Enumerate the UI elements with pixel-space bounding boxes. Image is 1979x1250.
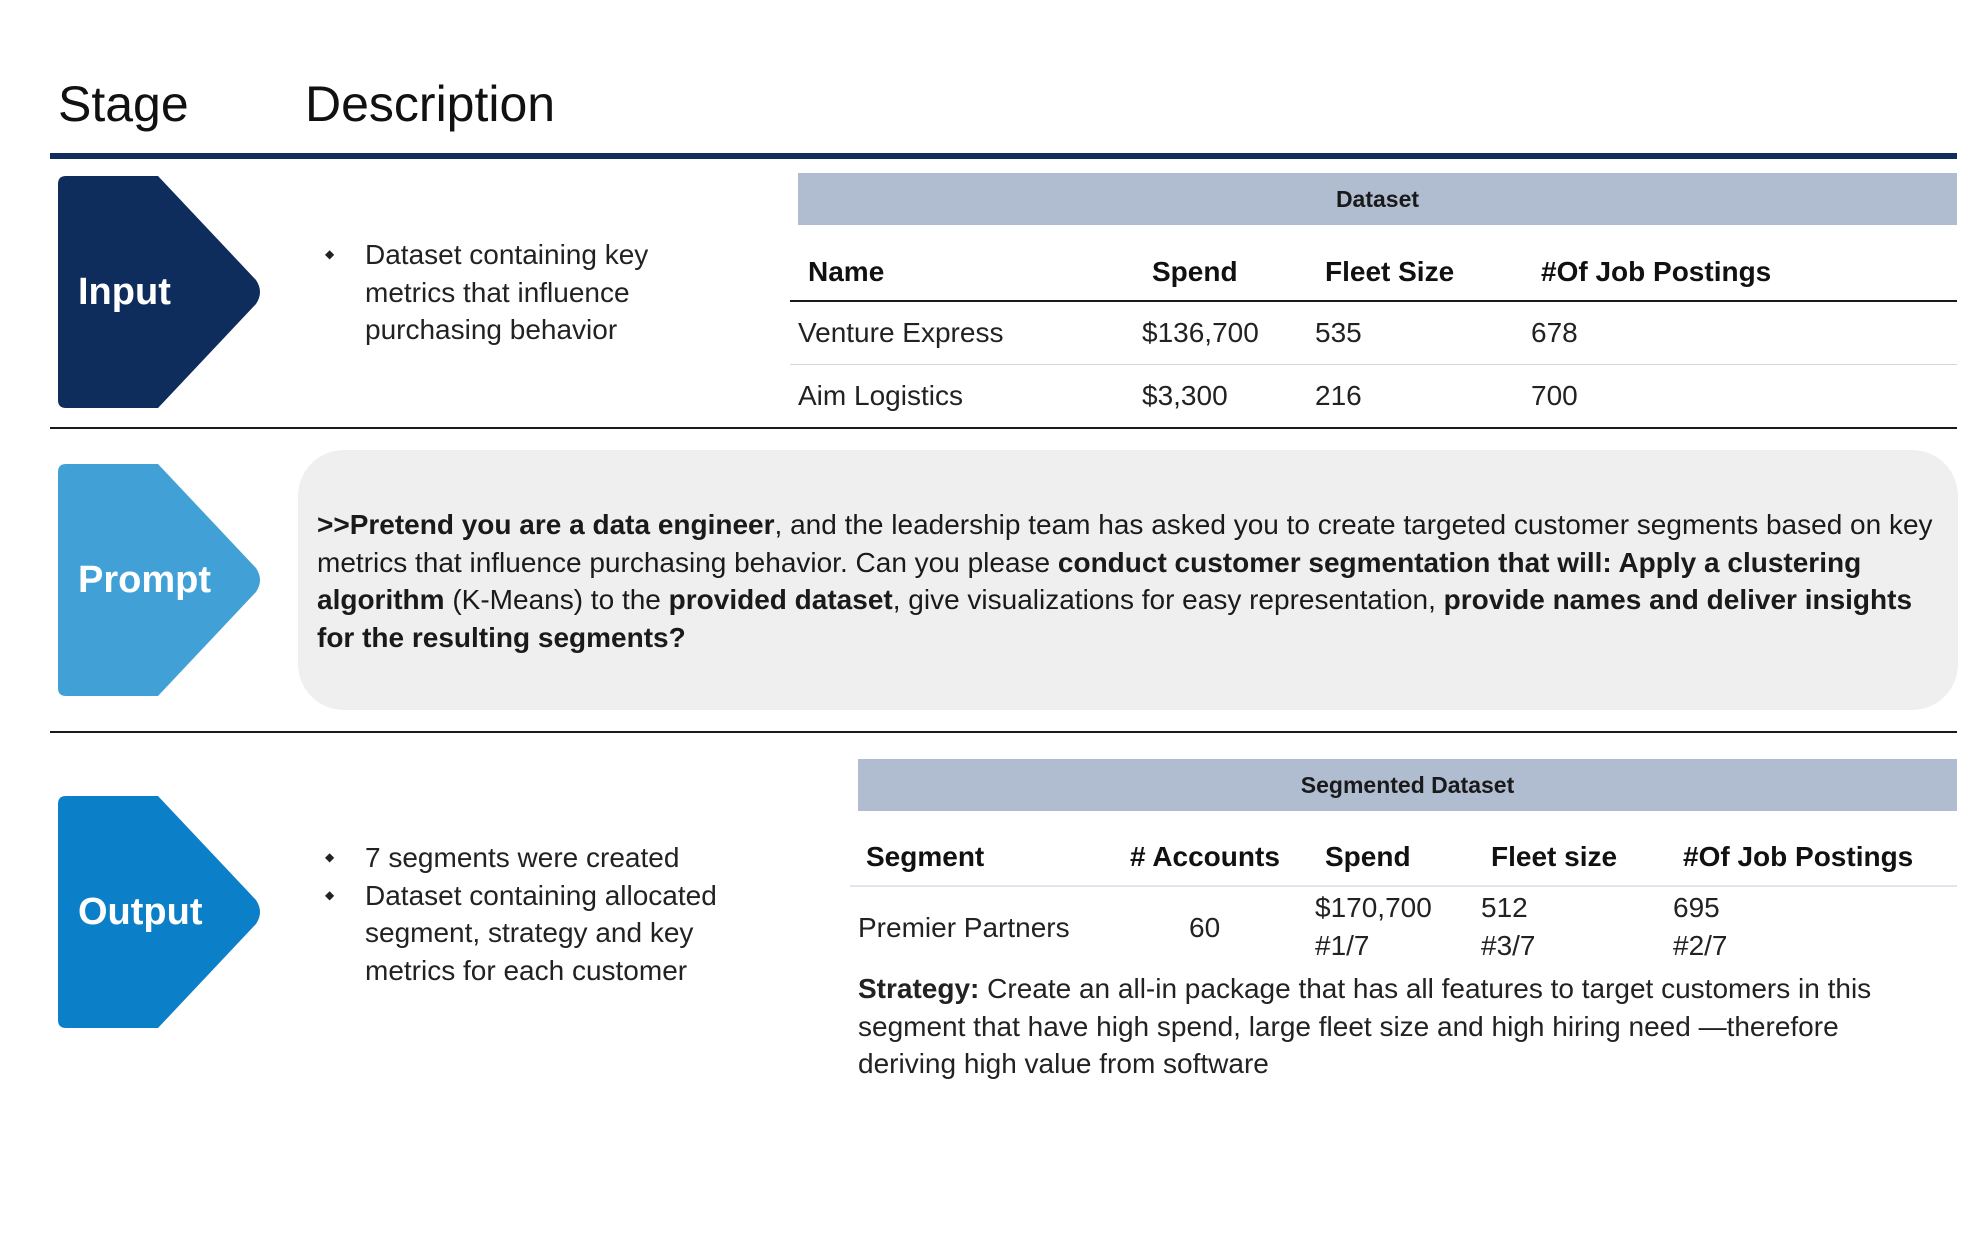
dataset-col-spend: Spend [1152,256,1238,287]
segmented-col-postings: #Of Job Postings [1683,841,1914,872]
table-cell: 535 [1315,317,1362,348]
list-item: ◆ Dataset containing key metrics that influence purchasing behavior [325,236,705,349]
dataset-row-divider [790,364,1957,365]
segmented-header-rule [850,885,1957,887]
output-stage-chevron [58,796,262,1028]
dataset-col-name: Name [808,256,885,287]
segmented-title-bar [858,759,1957,811]
prompt-text [317,506,1942,656]
prompt-plain: , give visualizations for easy representation, [892,584,1444,615]
postings-cell: 695 [1673,892,1720,923]
prompt-bold: provided dataset [668,584,893,615]
table-cell: 216 [1315,380,1362,411]
stage-header: Stage [58,76,189,132]
dataset-header-rule [790,300,1957,302]
spend-cell: $170,700 [1315,892,1432,923]
segmented-col-fleet: Fleet size [1491,841,1618,872]
accounts-cell: 60 [1189,912,1221,943]
prompt-bold: >>Pretend you are a data engineer [317,509,775,540]
prompt-stage-chevron [58,464,262,696]
prompt-stage-label: Prompt [78,558,211,601]
input-bullets [325,236,705,349]
description-header: Description [305,76,556,132]
row-divider-1 [50,427,1957,429]
header-rule [50,153,1957,159]
prompt-bold: provide names and deliver insights for the resulting segments? [317,584,1913,653]
dataset-title: Dataset [1335,185,1420,212]
table-cell: 678 [1531,317,1578,348]
segment-name-cell: Premier Partners [858,912,1070,943]
list-item: ◆ Dataset containing allocated segment, strategy and key metrics for each customer [325,877,765,990]
segmented-col-segment: Segment [866,841,985,872]
dataset-col-fleet: Fleet Size [1325,256,1455,287]
table-cell: $3,300 [1142,380,1228,411]
dataset-col-postings: #Of Job Postings [1541,256,1772,287]
list-item: ◆ 7 segments were created [325,839,765,877]
input-stage-chevron [58,176,262,408]
segmented-col-spend: Spend [1325,841,1411,872]
postings-rank-cell: #2/7 [1673,930,1728,961]
strategy-text [858,970,1938,1083]
strategy-body: Create an all-in package that has all features to target customers in this segment that have high spend, large fleet size and high hiring need —therefore deriving high value from software [858,973,1872,1079]
table-cell: Aim Logistics [798,380,963,411]
segmented-col-accounts: # Accounts [1130,841,1280,872]
segmented-title: Segmented Dataset [1300,771,1515,798]
prompt-plain: (K-Means) to the [444,584,669,615]
dataset-title-bar [798,173,1957,225]
strategy-label: Strategy: [858,973,980,1004]
table-cell: $136,700 [1142,317,1259,348]
fleet-cell: 512 [1481,892,1528,923]
table-cell: Venture Express [798,317,1004,348]
output-bullets [325,839,765,989]
prompt-plain: , and the leadership team has asked you to create targeted customer segments based on key metrics that influence purchasing behavior. Can you please [317,509,1933,578]
output-stage-label: Output [78,890,203,933]
fleet-rank-cell: #3/7 [1481,930,1536,961]
spend-rank-cell: #1/7 [1315,930,1370,961]
prompt-bold: conduct customer segmentation that will: Apply a clustering algorithm [317,546,1862,615]
input-stage-label: Input [78,270,171,313]
table-cell: 700 [1531,380,1578,411]
row-divider-2 [50,731,1957,733]
